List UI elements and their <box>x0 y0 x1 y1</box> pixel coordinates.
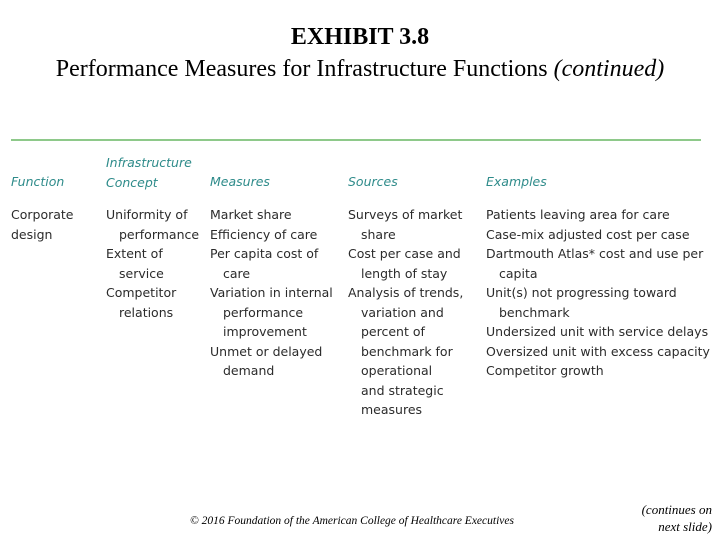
examples-entry-line: Unit(s) not progressing toward <box>486 285 677 300</box>
sources-entry-line: Analysis of trends, <box>348 285 464 300</box>
exhibit-number: EXHIBIT 3.8 <box>290 24 430 50</box>
continues-note-line2: next slide) <box>658 519 712 534</box>
examples-entry <box>486 342 710 362</box>
measures-entry <box>210 225 333 245</box>
measures-entry <box>210 283 333 342</box>
header-infrastructure-concept-line2: Concept <box>106 174 158 190</box>
examples-entry-line: Case-mix adjusted cost per case <box>486 226 690 242</box>
examples-entry-line: Patients leaving area for care <box>486 207 670 222</box>
sources-entry-line: benchmark for <box>361 343 453 359</box>
sources-entry <box>348 283 463 420</box>
infrastructure-concept-entry-line: Competitor <box>106 285 177 300</box>
measures-entry-line: Market share <box>210 207 292 222</box>
examples-entry <box>486 361 710 381</box>
measures-entry-line: Per capita cost of <box>210 246 319 261</box>
sources-entry-line: Surveys of market <box>348 207 463 222</box>
infrastructure-concept-entry <box>106 283 199 322</box>
column-examples <box>486 205 710 381</box>
measures-entry <box>210 342 333 381</box>
column-measures <box>210 205 333 381</box>
sources-entry-line: percent of <box>361 324 425 339</box>
sources-entry-line: length of stay <box>361 265 448 281</box>
measures-entry <box>210 205 333 225</box>
examples-entry-line: Dartmouth Atlas* cost and use per <box>486 246 704 261</box>
measures-entry <box>210 244 333 283</box>
measures-entry-line: performance <box>223 304 304 320</box>
exhibit-title <box>0 56 720 83</box>
function-entry <box>11 205 74 244</box>
table-top-rule <box>11 139 701 141</box>
measures-entry-line: Variation in internal <box>210 285 333 300</box>
header-examples: Examples <box>486 174 547 189</box>
examples-entry-line: Oversized unit with excess capacity <box>486 343 710 359</box>
examples-entry-line: benchmark <box>499 304 570 320</box>
examples-entry-line: Competitor growth <box>486 363 604 378</box>
sources-entry-line: measures <box>361 402 423 417</box>
sources-entry-line: and strategic <box>361 382 444 398</box>
sources-entry-line: operational <box>361 363 433 378</box>
column-sources <box>348 205 463 420</box>
header-measures: Measures <box>210 174 270 189</box>
infrastructure-concept-entry <box>106 205 199 244</box>
measures-entry-line: Efficiency of care <box>210 226 318 242</box>
header-infrastructure-concept-line1: Infrastructure <box>106 155 192 170</box>
examples-entry <box>486 244 710 283</box>
measures-entry-line: improvement <box>223 324 307 339</box>
exhibit-title-text: Performance Measures for Infrastructure Functions <box>55 56 548 82</box>
sources-entry <box>348 205 463 244</box>
header-infrastructure-concept <box>106 153 192 192</box>
infrastructure-concept-entry-line: service <box>119 265 164 281</box>
sources-entry-line: variation and <box>361 304 444 320</box>
examples-entry-line: Undersized unit with service delays <box>486 324 709 339</box>
column-infrastructure-concept <box>106 205 199 322</box>
examples-entry-line: capita <box>499 265 538 281</box>
continues-note <box>642 501 712 535</box>
examples-entry <box>486 322 710 342</box>
examples-entry <box>486 225 710 245</box>
header-sources: Sources <box>348 174 398 189</box>
function-entry-line: design <box>11 226 53 242</box>
measures-entry-line: demand <box>223 363 275 378</box>
continues-note-line1: (continues on <box>641 502 712 517</box>
sources-entry-line: Cost per case and <box>348 246 461 261</box>
measures-entry-line: care <box>223 265 251 281</box>
infrastructure-concept-entry-line: performance <box>119 226 200 242</box>
exhibit-title-continued: (continued) <box>553 56 665 82</box>
infrastructure-concept-entry-line: Extent of <box>106 246 163 261</box>
function-entry-line: Corporate <box>11 207 74 222</box>
header-function: Function <box>11 174 65 189</box>
infrastructure-concept-entry <box>106 244 199 283</box>
examples-entry <box>486 205 710 225</box>
measures-entry-line: Unmet or delayed <box>210 343 323 359</box>
infrastructure-concept-entry-line: relations <box>119 304 174 320</box>
sources-entry <box>348 244 463 283</box>
copyright-notice: © 2016 Foundation of the American College of Healthcare Executives <box>190 515 514 527</box>
column-function <box>11 205 74 244</box>
examples-entry <box>486 283 710 322</box>
sources-entry-line: share <box>361 226 396 242</box>
infrastructure-concept-entry-line: Uniformity of <box>106 207 188 222</box>
